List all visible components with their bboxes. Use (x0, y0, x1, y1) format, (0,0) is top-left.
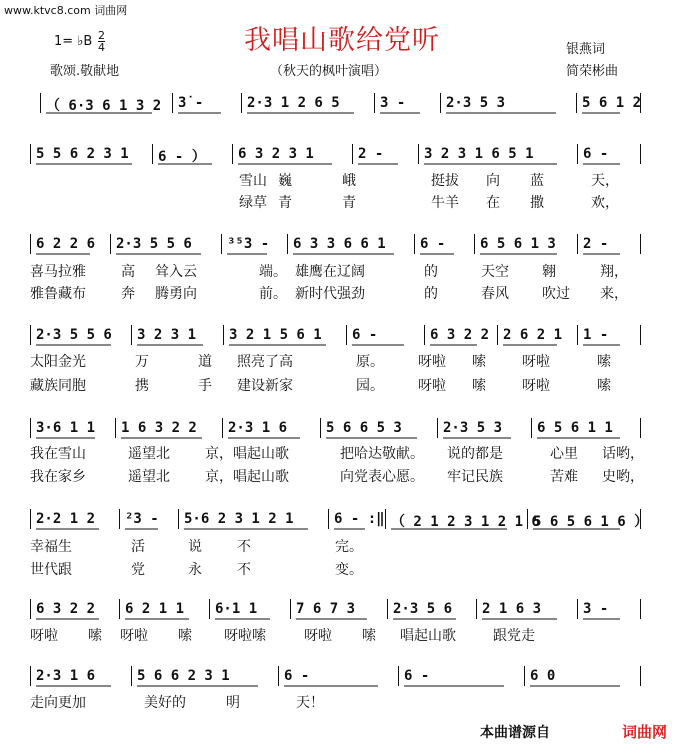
lyric-word: 党 (131, 562, 145, 578)
lyric-word: 遥望北 (128, 446, 170, 462)
measure-notes: 2·3 5 5 6 (116, 236, 192, 252)
underline-layer (0, 92, 684, 116)
measure-notes: 2·3 5 3 (443, 420, 503, 436)
lyric-word: 完。 (335, 539, 363, 555)
notation-row (0, 92, 684, 116)
measure-notes: 2·2 1 2 (36, 511, 96, 527)
lyric-line (0, 375, 684, 395)
measure-notes: 6 - (284, 668, 310, 684)
measure-notes: 6 5 6 1 1 (537, 420, 613, 436)
lyricist: 银燕词 (566, 42, 606, 57)
lyric-line (0, 692, 684, 712)
lyric-word: 京，唱起山歌 (205, 469, 289, 485)
genre: 歌颂.敬献地 (50, 64, 120, 79)
lyric-line (0, 261, 684, 281)
lyric-line (0, 283, 684, 303)
underline-layer (0, 324, 684, 348)
lyric-word: 呀啦 (120, 628, 148, 644)
lyric-word: 把哈达敬献。 (340, 446, 424, 462)
measure-notes: 2 6 2 1 (503, 327, 563, 343)
measure-notes: （ 6·3 6 1 3 2 (46, 98, 162, 114)
measure-notes: 2 1 6 3 (482, 601, 542, 617)
measure-notes: 3 2 3 1 6 5 1 (424, 146, 534, 162)
measure-notes: 1 6 3 2 2 (121, 420, 197, 436)
lyric-word: 变。 (335, 562, 363, 578)
lyric-word: 太阳金光 (30, 354, 86, 370)
lyric-word: 幸福生 (30, 539, 72, 555)
lyric-word: 道 (198, 354, 212, 370)
measure-notes: 5 6 6 5 3 (326, 420, 402, 436)
underline-layer (0, 665, 684, 689)
lyric-word: 欢， (591, 195, 619, 211)
lyric-word: 说的都是 (447, 446, 503, 462)
lyric-word: 端。 (259, 264, 287, 280)
measure-notes: 6 3 2 3 1 (238, 146, 314, 162)
lyric-word: 高 (121, 264, 135, 280)
composer: 简荣彬曲 (566, 64, 619, 79)
lyric-word: 前。 (259, 286, 287, 302)
lyric-word: 牛羊 (431, 195, 459, 211)
lyric-word: 京，唱起山歌 (205, 446, 289, 462)
time-signature (98, 30, 105, 53)
lyric-word: 春风 (481, 286, 509, 302)
lyric-line (0, 559, 684, 579)
measure-notes: 7 6 7 3 (296, 601, 356, 617)
site-logo[interactable]: 词曲网 (622, 723, 668, 741)
measure-notes: 2 - (358, 146, 384, 162)
lyric-word: 向 (486, 173, 500, 189)
lyric-word: 园。 (356, 378, 384, 394)
measure-notes: 6·1 1 (215, 601, 258, 617)
lyric-word: 话哟， (602, 446, 644, 462)
lyric-word: 呀啦 (418, 378, 446, 394)
measure-notes: 1 - (583, 327, 609, 343)
measure-notes: 6 - :‖ (334, 511, 385, 527)
lyric-word: 遥望北 (128, 469, 170, 485)
lyric-word: 来， (600, 286, 628, 302)
lyric-word: 美好的 (144, 695, 186, 711)
measure-notes: 6 3 2 2 (430, 327, 490, 343)
lyric-word: 原。 (356, 354, 384, 370)
song-title: 我唱山歌给党听 (244, 25, 440, 56)
measure-notes: 2·3 5 3 (446, 95, 506, 111)
lyric-word: 活 (131, 539, 145, 555)
measure-notes: 6 - ） (158, 149, 206, 165)
lyric-word: 青 (278, 195, 292, 211)
lyric-word: 说 (188, 539, 202, 555)
lyric-word: 雪山 (239, 173, 267, 189)
measure-notes: 6 - (352, 327, 378, 343)
measure-notes: ³⁵3 - (227, 236, 270, 252)
underline-layer (0, 417, 684, 441)
lyric-word: 蓝 (530, 173, 544, 189)
measure-notes: （ 2 1 2 3 1 2 1 6 (391, 514, 540, 530)
lyric-word: 喜马拉雅 (30, 264, 86, 280)
lyric-word: 照亮了高 (237, 354, 293, 370)
measure-notes: 6 2 1 1 (125, 601, 185, 617)
underline-layer (0, 508, 684, 532)
lyric-word: 奔 (121, 286, 135, 302)
underline-layer (0, 598, 684, 622)
underline-layer (0, 143, 684, 167)
lyric-line (0, 170, 684, 190)
notation-row (0, 665, 684, 689)
lyric-word: 不 (237, 539, 251, 555)
lyric-word: 永 (188, 562, 202, 578)
measure-notes: 3 - (380, 95, 406, 111)
lyric-word: 青 (342, 195, 356, 211)
measure-notes: 5 6 5 6 1 6 ） (533, 514, 649, 530)
lyric-line (0, 536, 684, 556)
measure-notes: 6 3 3 6 6 1 (293, 236, 386, 252)
lyric-line (0, 351, 684, 371)
measure-notes: 3·6 1 1 (36, 420, 96, 436)
lyric-word: 嗦 (472, 354, 486, 370)
measure-notes: 6 - (420, 236, 446, 252)
lyric-word: 在 (486, 195, 500, 211)
notation-row (0, 508, 684, 532)
lyric-word: 呀啦嗦 (224, 628, 266, 644)
time-signature-bottom: 4 (98, 41, 105, 54)
lyric-word: 天！ (296, 695, 324, 711)
measure-notes: 2·3 1 6 (228, 420, 288, 436)
lyric-word: 走向更加 (30, 695, 86, 711)
lyric-word: 呀啦 (304, 628, 332, 644)
measure-notes: 2·3 1 2 6 5 (247, 95, 340, 111)
site-watermark: www.ktvc8.com 词曲网 (4, 4, 128, 17)
lyric-word: 向党表心愿。 (340, 469, 424, 485)
measure-notes: 6 2 2 6 (36, 236, 96, 252)
measure-notes: 3 2 1 5 6 1 (229, 327, 322, 343)
measure-notes: 3 2 3 1 (137, 327, 197, 343)
notation-row (0, 417, 684, 441)
source-note: 本曲谱源自 (480, 725, 550, 741)
lyric-word: 牢记民族 (447, 469, 503, 485)
underline-layer (0, 233, 684, 257)
lyric-line (0, 625, 684, 645)
lyric-word: 呀啦 (522, 378, 550, 394)
measure-notes: 5·6 2 3 1 2 1 (184, 511, 294, 527)
lyric-word: 嗦 (88, 628, 102, 644)
notation-row (0, 598, 684, 622)
lyric-word: 呀啦 (418, 354, 446, 370)
lyric-word: 藏族同胞 (30, 378, 86, 394)
lyric-line (0, 443, 684, 463)
measure-notes: 5 6 6 2 3 1 (137, 668, 230, 684)
lyric-line (0, 466, 684, 486)
lyric-word: 嗦 (597, 354, 611, 370)
lyric-word: 腾勇向 (155, 286, 197, 302)
measure-notes: 2 - (583, 236, 609, 252)
lyric-word: 翱 (542, 264, 556, 280)
lyric-word: 建设新家 (237, 378, 293, 394)
lyric-word: 史哟， (602, 469, 644, 485)
performer-note: （秋天的枫叶演唱） (270, 64, 388, 79)
lyric-word: 绿草 (239, 195, 267, 211)
lyric-word: 新时代强劲 (295, 286, 365, 302)
lyric-word: 撒 (530, 195, 544, 211)
measure-notes: 6 0 (530, 668, 556, 684)
lyric-word: 挺拔 (431, 173, 459, 189)
lyric-word: 嗦 (178, 628, 192, 644)
key-signature: 1= ♭B (54, 34, 93, 49)
measure-notes: 6 3 2 2 (36, 601, 96, 617)
measure-notes: 6 5 6 1 3 (480, 236, 556, 252)
notation-row (0, 143, 684, 167)
lyric-word: 不 (237, 562, 251, 578)
lyric-word: 呀啦 (30, 628, 58, 644)
measure-notes: 5 6 1 2 (582, 95, 642, 111)
lyric-word: 嗦 (597, 378, 611, 394)
lyric-word: 雅鲁藏布 (30, 286, 86, 302)
lyric-word: 携 (135, 378, 149, 394)
lyric-word: 嗦 (472, 378, 486, 394)
lyric-word: 我在家乡 (30, 469, 86, 485)
lyric-word: 峨 (342, 173, 356, 189)
time-signature-top: 2 (98, 29, 105, 42)
measure-notes: 3 - (583, 601, 609, 617)
measure-notes: ²3 - (125, 511, 159, 527)
lyric-word: 天， (591, 173, 619, 189)
lyric-word: 翔， (600, 264, 628, 280)
measure-notes: 2·3 5 5 6 (36, 327, 112, 343)
lyric-line (0, 192, 684, 212)
lyric-word: 我在雪山 (30, 446, 86, 462)
lyric-word: 苦难 (550, 469, 578, 485)
lyric-word: 手 (198, 378, 212, 394)
lyric-word: 的 (424, 264, 438, 280)
lyric-word: 天空 (481, 264, 509, 280)
lyric-word: 万 (135, 354, 149, 370)
lyric-word: 耸入云 (155, 264, 197, 280)
notation-row (0, 233, 684, 257)
lyric-word: 世代跟 (30, 562, 72, 578)
lyric-word: 的 (424, 286, 438, 302)
measure-notes: 6 - (404, 668, 430, 684)
notation-row (0, 324, 684, 348)
lyric-word: 嗦 (362, 628, 376, 644)
lyric-word: 心里 (550, 446, 578, 462)
lyric-word: 跟党走 (493, 628, 535, 644)
lyric-word: 雄鹰在辽阔 (295, 264, 365, 280)
measure-notes: 2·3 1 6 (36, 668, 96, 684)
lyric-word: 巍 (278, 173, 292, 189)
measure-notes: 5 5 6 2 3 1 (36, 146, 129, 162)
lyric-word: 唱起山歌 (400, 628, 456, 644)
measure-notes: 2·3 5 6 (393, 601, 453, 617)
lyric-word: 吹过 (542, 286, 570, 302)
lyric-word: 呀啦 (522, 354, 550, 370)
lyric-word: 明 (226, 695, 240, 711)
measure-notes: 3̇ - (178, 95, 204, 111)
measure-notes: 6 - (583, 146, 609, 162)
